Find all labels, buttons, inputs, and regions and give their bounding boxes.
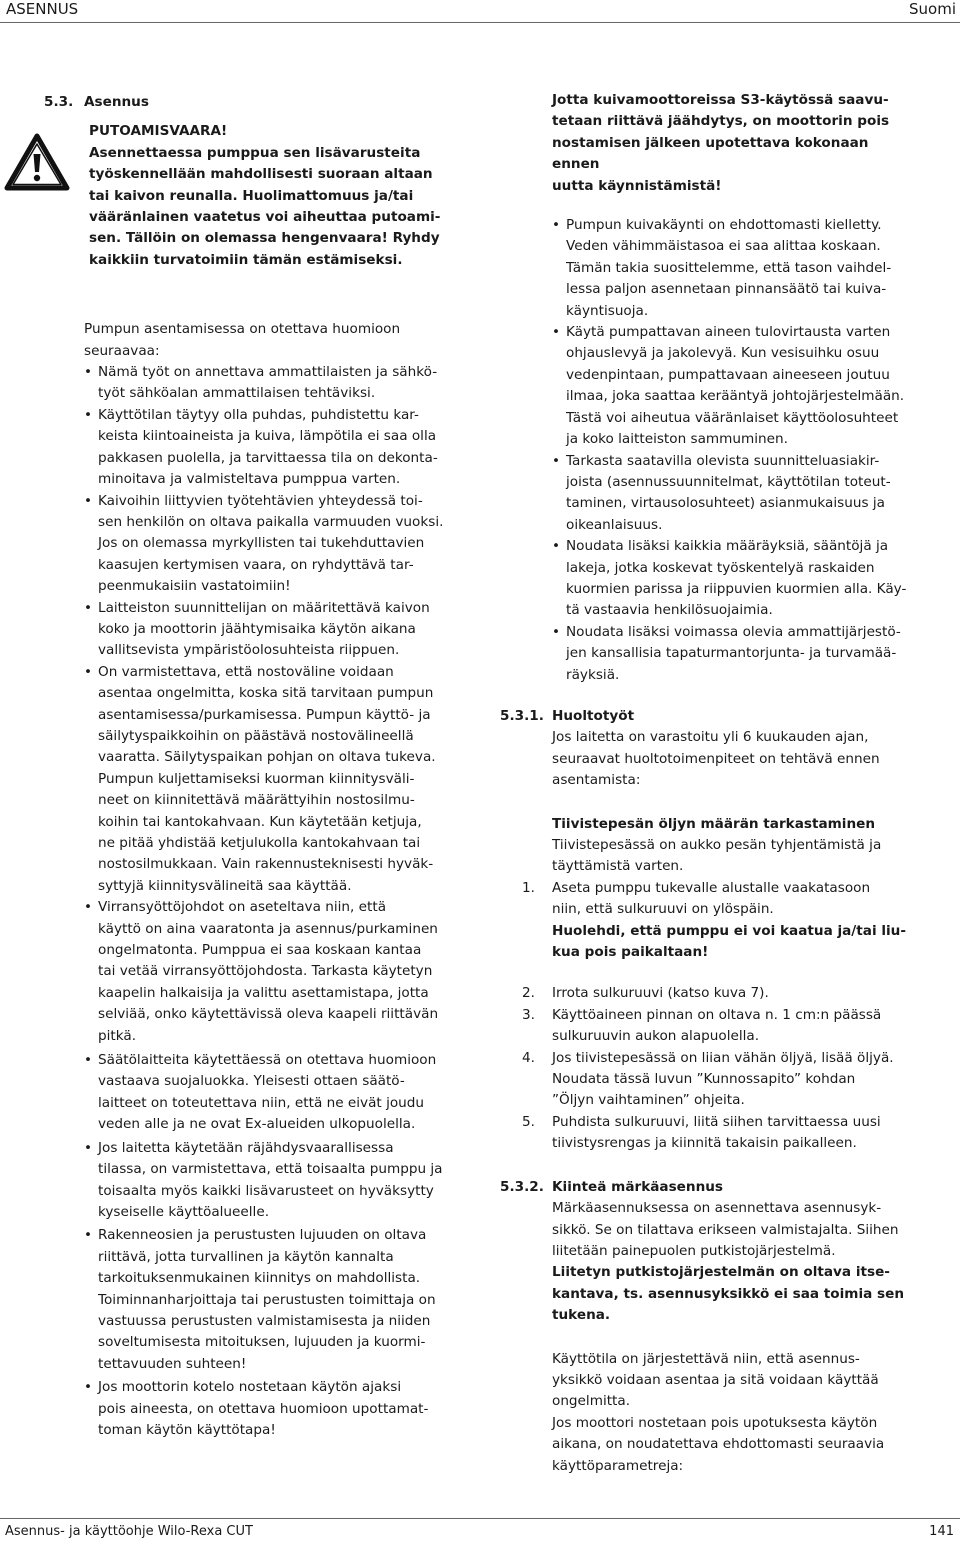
- wet-line: Jos moottori nostetaan pois upotuksesta käytön: [552, 1414, 878, 1431]
- wet-line: käyttöparametreja:: [552, 1457, 684, 1474]
- oil-check-steps: [522, 878, 910, 1155]
- bullet-line: tettavuuden suhteen!: [98, 1355, 247, 1372]
- bullet-line: koko ja moottorin jäähtymisaika käytön aikana: [98, 620, 416, 637]
- bullet-line: toman käytön käyttötapa!: [98, 1421, 276, 1438]
- bullet-item: [552, 215, 910, 322]
- warning-line: vääränlainen vaatetus voi aiheuttaa putoami-: [89, 209, 441, 226]
- bullet-line: nostosilmukkaan. Vain rakennusteknisesti hyväk-: [98, 856, 434, 873]
- bullet-line: joista (asennussuunnitelmat, käyttötilan toteut-: [566, 473, 891, 490]
- bullet-line: • Jos laitetta käytetään räjähdysvaarallisessa: [98, 1139, 394, 1156]
- bullet-line: • Noudata lisäksi voimassa olevia ammattijärjestö-: [566, 623, 901, 640]
- step-item: [522, 878, 910, 964]
- step-number: 2.: [522, 985, 535, 1002]
- wet-line: Märkäasennuksessa on asennettava asennusyk-: [552, 1200, 882, 1217]
- bullet-line: jen kansallisia tapaturmantorjunta- ja turvamää-: [566, 645, 897, 662]
- step-number: 5.: [522, 1113, 535, 1130]
- bullet-line: laitteet on toteutettava niin, että ne eivät joudu: [98, 1094, 425, 1111]
- bullet-line: riittävä, jotta turvallinen ja käytön kannalta: [98, 1248, 394, 1265]
- oil-check-text: Tiivistepesässä on aukko pesän tyhjentämistä ja: [552, 837, 882, 853]
- wet-installation-body: [500, 1198, 910, 1477]
- bullet-line: • Rakenneosien ja perustusten lujuuden on oltava: [98, 1227, 427, 1244]
- step-item: [522, 1048, 910, 1112]
- warning-line: sen. Tällöin on olemassa hengenvaara! Ryhdy: [89, 230, 440, 247]
- bullet-item: [84, 362, 444, 405]
- footer-divider: [0, 1518, 960, 1519]
- left-bullet-list: [84, 362, 444, 1441]
- bullet-line: neet on kiinnitettävä määrättyihin nostosilmu-: [98, 792, 415, 809]
- header-language: Suomi: [909, 0, 956, 18]
- bullet-line: säilytyspaikkoihin on päästävä nostovälineellä: [98, 727, 414, 744]
- step-line: Käyttöaineen pinnan on oltava n. 1 cm:n päässä: [552, 1006, 882, 1023]
- bullet-item: [84, 662, 444, 897]
- bullet-item: [552, 536, 910, 622]
- warning-line: kaikkiin turvatoimiin tämän estämiseksi.: [89, 251, 403, 268]
- step-item: [522, 983, 910, 1004]
- section-title: Huoltotyöt: [552, 707, 635, 724]
- bullet-line: oikeanlaisuus.: [566, 516, 663, 533]
- bullet-line: ohjauslevyä ja jakolevyä. Kun vesisuihku osuu: [566, 345, 880, 362]
- bullet-line: vedenpintaan, pumpattavaan aineeseen joutuu: [566, 366, 890, 383]
- right-column: [500, 90, 910, 1477]
- bullet-item: [552, 622, 910, 686]
- bullet-line: koihin tai kantokahvaan. Kun käytetään ketjuja,: [98, 813, 422, 830]
- bullet-line: • Noudata lisäksi kaikkia määräyksiä, sääntöjä ja: [566, 538, 889, 555]
- step-line: sulkuruuvin aukon alapuolella.: [552, 1028, 760, 1045]
- warning-line: PUTOAMISVAARA!: [89, 123, 228, 140]
- maintenance-intro: Jos laitetta on varastoitu yli 6 kuukauden ajan,: [552, 729, 869, 746]
- bullet-line: Toiminnanharjoittaja tai perustusten toimittaja on: [98, 1291, 436, 1308]
- bullet-line: taminen, virtausolosuhteet) asianmukaisuus ja: [566, 495, 885, 512]
- bullet-line: lakeja, jotka koskevat työskentelyä raskaiden: [566, 559, 875, 576]
- cooling-note: [552, 90, 910, 197]
- wet-line: sikkö. Se on tilattava erikseen valmistajalta. Siihen: [552, 1221, 899, 1238]
- bullet-line: • Pumpun kuivakäynti on ehdottomasti kielletty.: [566, 217, 882, 234]
- oil-check-subheading: Tiivistepesän öljyn määrän tarkastaminen: [552, 815, 876, 832]
- bullet-line: pitkä.: [98, 1027, 137, 1044]
- bullet-line: • Virransyöttöjohdot on aseteltava niin, että: [98, 899, 387, 916]
- note-line: tetaan riittävä jäähdytys, on moottorin pois: [552, 113, 890, 130]
- bullet-line: • Käyttötilan täytyy olla puhdas, puhdistettu kar-: [98, 406, 419, 423]
- bullet-line: tarkoituksenmukainen kiinnitys on mahdollista.: [98, 1270, 421, 1287]
- oil-check-text: täyttämistä varten.: [552, 858, 684, 875]
- page-number: 141: [929, 1524, 954, 1539]
- bullet-line: syttyjä kiinnitysvälineitä saa käyttää.: [98, 877, 352, 894]
- bullet-line: ilmaa, joka saattaa kerääntyä johtojärjestelmään.: [566, 388, 905, 405]
- step-number: 1.: [522, 879, 535, 896]
- section-title: Kiinteä märkäasennus: [552, 1178, 724, 1195]
- bullet-item: [84, 598, 444, 662]
- section-number: 5.3.: [44, 94, 74, 110]
- page-header: [0, 0, 960, 26]
- footer-manual-title: Asennus- ja käyttöohje Wilo-Rexa CUT: [5, 1524, 253, 1539]
- bullet-item: [84, 1050, 444, 1136]
- section-heading-5-3: [44, 92, 444, 113]
- bullet-line: kaasujen kertymisen vaara, on ryhdyttävä tar-: [98, 556, 414, 573]
- bullet-line: • Säätölaitteita käytettäessä on otettava huomioon: [98, 1052, 437, 1069]
- step-warning-line: kua pois paikaltaan!: [552, 944, 709, 961]
- wet-line: yksikkö voidaan asentaa ja sitä voidaan käyttää: [552, 1371, 879, 1388]
- bullet-line: • Nämä työt on annettava ammattilaisten ja sähkö-: [98, 364, 438, 381]
- bullet-line: kuormien parissa ja riippuvien kuormien alla. Käy-: [566, 580, 907, 597]
- bullet-line: • Kaivoihin liittyvien työtehtävien yhteydessä toi-: [98, 492, 423, 509]
- bullet-item: [84, 405, 444, 491]
- note-line: uutta käynnistämistä!: [552, 177, 722, 194]
- section-number: 5.3.1.: [500, 707, 544, 724]
- bullet-line: • Tarkasta saatavilla olevista suunnitteluasiakir-: [566, 452, 880, 469]
- warning-line: työskennellään mahdollisesti suoraan altaan: [89, 166, 433, 183]
- bullet-line: Veden vähimmäistasoa ei saa alittaa koskaan.: [566, 238, 881, 255]
- bullet-line: sen henkilön on oltava paikalla varmuuden vuoksi.: [98, 513, 444, 530]
- maintenance-body: [500, 727, 910, 1154]
- bullet-item: [84, 491, 444, 598]
- maintenance-intro: asentamista:: [552, 772, 641, 789]
- bullet-line: tai vetää virransyöttöjohdosta. Tarkasta käytetyn: [98, 963, 433, 980]
- bullet-line: ne pitää yhdistää ketjulukolla kantokahvaan tai: [98, 835, 421, 851]
- bullet-line: Tämän takia suosittelemme, että tason vaihdel-: [566, 259, 892, 276]
- bullet-line: kaapelin halkaisija ja valittu asettamistapa, jotta: [98, 984, 429, 1001]
- right-bullet-list: [552, 215, 910, 686]
- note-line: nostamisen jälkeen upotettava kokonaan ennen: [552, 134, 869, 173]
- bullet-line: vastuussa perustusten valmistamisesta ja niiden: [98, 1312, 431, 1329]
- bullet-item: [84, 897, 444, 1047]
- maintenance-intro: seuraavat huoltotoimenpiteet on tehtävä ennen: [552, 750, 880, 767]
- section-number: 5.3.2.: [500, 1178, 544, 1195]
- bullet-line: työt sähköalan ammattilaisen tehtäviksi.: [98, 385, 376, 402]
- step-line: niin, että sulkuruuvi on ylöspäin.: [552, 901, 774, 918]
- step-line: ”Öljyn vaihtaminen” ohjeita.: [552, 1092, 745, 1109]
- bullet-line: soveltumisesta mitoituksen, lujuuden ja kuormi-: [98, 1334, 426, 1351]
- bullet-line: käyntisuoja.: [566, 302, 649, 319]
- step-line: Aseta pumppu tukevalle alustalle vaakatasoon: [552, 879, 871, 896]
- wet-line: liitetään painepuolen putkistojärjestelmä.: [552, 1242, 836, 1259]
- header-divider: [0, 22, 960, 23]
- warning-line: Asennettaessa pumppua sen lisävarusteita: [89, 144, 421, 161]
- bullet-item: [552, 322, 910, 450]
- bullet-item: [552, 451, 910, 537]
- wet-line: aikana, on noudatettava ehdottomasti seuraavia: [552, 1436, 885, 1453]
- bullet-line: lessa paljon asennetaan pinnansäätö tai kuiva-: [566, 281, 887, 298]
- wet-bold-line: Liitetyn putkistojärjestelmän on oltava itse-: [552, 1264, 890, 1281]
- step-item: [522, 1112, 910, 1155]
- right-intro: [500, 90, 910, 686]
- bullet-item: [84, 1225, 444, 1375]
- warning-triangle-icon: [4, 133, 70, 191]
- header-section-title: ASENNUS: [6, 0, 79, 18]
- wet-bold-line: kantava, ts. asennusyksikkö ei saa toimia sen: [552, 1285, 905, 1302]
- bullet-line: keista kiintoaineista ja kuiva, lämpötila ei saa olla: [98, 428, 437, 445]
- bullet-line: selviää, onko käytettävissä oleva kaapeli riittävän: [98, 1006, 439, 1023]
- bullet-line: tilassa, on varmistettava, että toisaalta pumppu ja: [98, 1161, 443, 1178]
- wet-bold-line: tukena.: [552, 1307, 611, 1324]
- left-body: [44, 319, 444, 1441]
- bullet-line: Pumpun kuljettamiseksi kuorman kiinnitysväli-: [98, 770, 415, 787]
- section-heading-5-3-1: [500, 706, 910, 727]
- step-number: 4.: [522, 1049, 535, 1066]
- bullet-item: [84, 1377, 444, 1441]
- step-line: Irrota sulkuruuvi (katso kuva 7).: [552, 985, 769, 1002]
- bullet-line: käyttö on aina vaaratonta ja asennus/purkaminen: [98, 920, 438, 937]
- step-warning-line: Huolehdi, että pumppu ei voi kaatua ja/tai liu-: [552, 922, 906, 939]
- bullet-line: vallitsevista ympäristöolosuhteista riippuen.: [98, 642, 400, 659]
- page-footer: [0, 1518, 960, 1543]
- step-line: Noudata tässä luvun ”Kunnossapito” kohdan: [552, 1071, 856, 1088]
- bullet-line: Tästä voi aiheutua vääränlaiset käyttöolosuhteet: [566, 409, 899, 426]
- step-line: tiivistysrengas ja kiinnitä takaisin paikalleen.: [552, 1135, 857, 1152]
- bullet-line: asentamisessa/purkamisessa. Pumpun käyttö- ja: [98, 706, 431, 723]
- bullet-line: ja koko laitteiston sammuminen.: [566, 431, 788, 448]
- bullet-line: räyksiä.: [566, 666, 620, 683]
- bullet-line: Jos on olemassa myrkyllisten tai tukehduttavien: [98, 535, 425, 552]
- bullet-line: pakkasen puolella, ja tarvittaessa tila on dekonta-: [98, 449, 438, 466]
- bullet-line: ongelmatonta. Pumppua ei saa koskaan kantaa: [98, 942, 422, 959]
- bullet-line: pois aineesta, on otettava huomioon upottamat-: [98, 1400, 429, 1417]
- note-line: Jotta kuivamoottoreissa S3-käytössä saavu-: [552, 92, 889, 108]
- step-number: 3.: [522, 1006, 535, 1023]
- warning-line: tai kaivon reunalla. Huolimattomuus ja/tai: [89, 187, 414, 204]
- bullet-item: [84, 1138, 444, 1224]
- bullet-line: veden alle ja ne ovat Ex-alueiden ulkopuolella.: [98, 1116, 416, 1133]
- bullet-line: tä vastaavia henkilösuojaimia.: [566, 602, 773, 619]
- bullet-line: toisaalta myös kaikki lisävarusteet on hyväksytty: [98, 1182, 434, 1199]
- intro-line: seuraavaa:: [84, 342, 160, 359]
- intro-line: Pumpun asentamisessa on otettava huomioon: [84, 321, 401, 338]
- step-line: Jos tiivistepesässä on liian vähän öljyä, lisää öljyä.: [552, 1049, 894, 1066]
- warning-block: [44, 121, 444, 271]
- bullet-line: • On varmistettava, että nostoväline voidaan: [98, 663, 394, 680]
- section-title: Asennus: [84, 94, 149, 110]
- bullet-line: kyseiselle käyttöalueelle.: [98, 1203, 270, 1220]
- wet-line: ongelmitta.: [552, 1393, 631, 1410]
- section-heading-5-3-2: [500, 1177, 910, 1198]
- wet-line: Käyttötila on järjestettävä niin, että asennus-: [552, 1350, 860, 1367]
- bullet-line: minoitava ja valmisteltava pumppua varten.: [98, 471, 401, 488]
- bullet-line: • Käytä pumpattavan aineen tulovirtausta varten: [566, 324, 891, 341]
- bullet-line: vaaratta. Säilytyspaikan pohjan on oltava tukeva.: [98, 749, 436, 766]
- step-line: Puhdista sulkuruuvi, liitä siihen tarvittaessa uusi: [552, 1113, 881, 1130]
- bullet-line: • Laitteiston suunnittelijan on määritettävä kaivon: [98, 599, 430, 616]
- step-item: [522, 1005, 910, 1048]
- bullet-line: peenmukaisiin vastatoimiin!: [98, 578, 291, 595]
- left-column: [44, 92, 444, 1441]
- bullet-line: vastaava suojaluokka. Yleisesti ottaen säätö-: [98, 1073, 405, 1090]
- bullet-line: • Jos moottorin kotelo nostetaan käytön ajaksi: [98, 1379, 402, 1396]
- bullet-line: asentaa ongelmitta, koska sitä tarvitaan pumpun: [98, 685, 434, 702]
